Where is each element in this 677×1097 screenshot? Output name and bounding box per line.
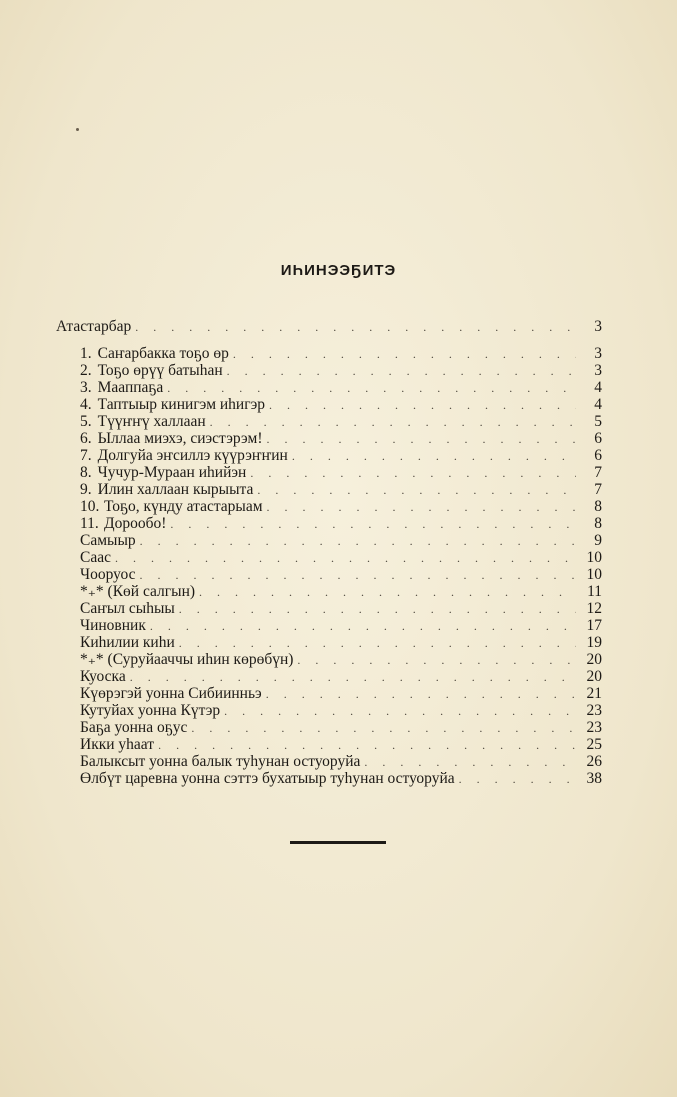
leader-dots (140, 532, 576, 550)
entry-page: 11 (587, 583, 602, 600)
toc-entry (80, 481, 602, 499)
toc-entry (80, 583, 602, 601)
entry-title: Өлбүт царевна уонна сэттэ бухатыыр туһунан остуоруйа (80, 770, 455, 787)
entry-title: Куоска (80, 668, 126, 685)
toc-entry (80, 617, 602, 635)
entry-title: Дорообо! (104, 515, 167, 532)
toc-entry (80, 685, 602, 703)
entry-number: 3. (80, 379, 92, 396)
entry-title: Таптыыр кинигэм иһигэр (97, 396, 265, 413)
toc-entry (80, 566, 602, 584)
entry-page: 8 (594, 498, 602, 515)
entry-page: 3 (594, 318, 602, 335)
entry-number: 5. (80, 413, 92, 430)
entry-title: Балыксыт уонна балык туһунан остуоруйа (80, 753, 361, 770)
entry-page: 3 (594, 362, 602, 379)
leader-dots (167, 379, 576, 397)
entry-title: Кутуйах уонна Күтэр (80, 702, 221, 719)
entry-page: 9 (594, 532, 602, 549)
entry-page: 17 (586, 617, 602, 634)
entry-page: 7 (594, 464, 602, 481)
entry-title: Күөрэгэй уонна Сибиинньэ (80, 685, 262, 702)
toc-entry (80, 362, 602, 380)
toc-entry (80, 430, 602, 448)
entry-title: Мааппаҕа (97, 379, 164, 396)
leader-dots (267, 498, 576, 516)
page-title: ИҺИНЭЭҔИТЭ (280, 262, 397, 279)
entry-page: 12 (586, 600, 602, 617)
toc-entry (80, 770, 602, 788)
leader-dots (233, 345, 576, 363)
toc-entry (80, 753, 602, 771)
entry-number: 9. (80, 481, 92, 498)
entry-title: Киһилии киһи (80, 634, 175, 651)
leader-dots (140, 566, 577, 584)
entry-title: Атастарбар (56, 318, 132, 335)
entry-title: Тоҕо өрүү батыһан (97, 362, 223, 379)
entry-title: Чиновник (80, 617, 146, 634)
entry-page: 26 (586, 753, 602, 770)
toc-entry (80, 549, 602, 567)
toc-entry (80, 651, 602, 669)
entry-page: 25 (586, 736, 602, 753)
entry-page: 38 (586, 770, 602, 787)
entry-title: Чучур-Мураан иһийэн (97, 464, 247, 481)
entry-title: Түүҥҥү халлаан (97, 413, 206, 430)
entry-number: 10. (80, 498, 100, 515)
entry-page: 10 (586, 549, 602, 566)
entry-number: 2. (80, 362, 92, 379)
entry-title: Саҥарбакка тоҕо өр (97, 345, 229, 362)
toc-entry (80, 634, 602, 652)
entry-page: 19 (586, 634, 602, 651)
entry-title: Ыллаа миэхэ, сиэстэрэм! (97, 430, 263, 447)
entry-title: Саас (80, 549, 111, 566)
leader-dots (199, 583, 576, 601)
entry-number: 1. (80, 345, 92, 362)
leader-dots (135, 318, 576, 336)
entry-page: 23 (586, 719, 602, 736)
leader-dots (130, 668, 576, 686)
toc-entry (80, 719, 602, 737)
entry-page: 6 (594, 430, 602, 447)
toc-entry (80, 345, 602, 363)
toc-entry (80, 447, 602, 465)
leader-dots (266, 685, 576, 703)
toc-entry (80, 668, 602, 686)
entry-page: 3 (594, 345, 602, 362)
leader-dots (179, 634, 576, 652)
entry-title: Икки уһаат (80, 736, 155, 753)
toc-entry (80, 515, 602, 533)
closing-rule (290, 841, 386, 844)
leader-dots (150, 617, 576, 635)
toc-entry (80, 498, 602, 516)
entry-title: Долгуйа эҥсиллэ күүрэҥҥин (97, 447, 288, 464)
leader-dots (191, 719, 576, 737)
entry-title: Баҕа уонна оҕус (80, 719, 188, 736)
entry-number: 6. (80, 430, 92, 447)
leader-dots (227, 362, 576, 380)
entry-title: Самыыр (80, 532, 136, 549)
toc-entry (80, 464, 602, 482)
entry-number: 8. (80, 464, 92, 481)
entry-page: 5 (594, 413, 602, 430)
toc-entry (80, 396, 602, 414)
entry-title: *₊* (Суруйааччы иһин көрөбүн) (80, 651, 294, 668)
leader-dots (170, 515, 576, 533)
leader-dots (459, 770, 576, 788)
entry-page: 20 (586, 668, 602, 685)
entry-page: 4 (594, 379, 602, 396)
entry-number: 7. (80, 447, 92, 464)
toc-entry (80, 600, 602, 618)
entry-page: 8 (594, 515, 602, 532)
leader-dots (292, 447, 576, 465)
leader-dots (224, 702, 576, 720)
entry-page: 21 (586, 685, 602, 702)
toc-entry (80, 736, 602, 754)
leader-dots (179, 600, 576, 618)
toc-entry (80, 413, 602, 431)
toc-entry (80, 702, 602, 720)
toc-entry (80, 379, 602, 397)
leader-dots (269, 396, 576, 414)
toc-entry (80, 532, 602, 550)
entry-page: 10 (586, 566, 602, 583)
entry-title: *₊* (Көй салгын) (80, 583, 196, 600)
leader-dots (115, 549, 576, 567)
leader-dots (267, 430, 577, 448)
entry-page: 6 (594, 447, 602, 464)
entry-page: 20 (586, 651, 602, 668)
leader-dots (250, 464, 576, 482)
entry-title: Саҥыл сыһыы (80, 600, 175, 617)
entry-title: Илин халлаан кырыыта (97, 481, 254, 498)
entry-title: Чооруос (80, 566, 136, 583)
entry-title: Тоҕо, күнду атастарыам (104, 498, 263, 515)
leader-dots (364, 753, 576, 771)
entry-page: 23 (586, 702, 602, 719)
entry-page: 7 (594, 481, 602, 498)
toc-entry (56, 318, 602, 336)
entry-page: 4 (594, 396, 602, 413)
leader-dots (158, 736, 576, 754)
leader-dots (257, 481, 576, 499)
leader-dots (297, 651, 576, 669)
entry-number: 11. (80, 515, 99, 532)
entry-number: 4. (80, 396, 92, 413)
leader-dots (210, 413, 576, 431)
